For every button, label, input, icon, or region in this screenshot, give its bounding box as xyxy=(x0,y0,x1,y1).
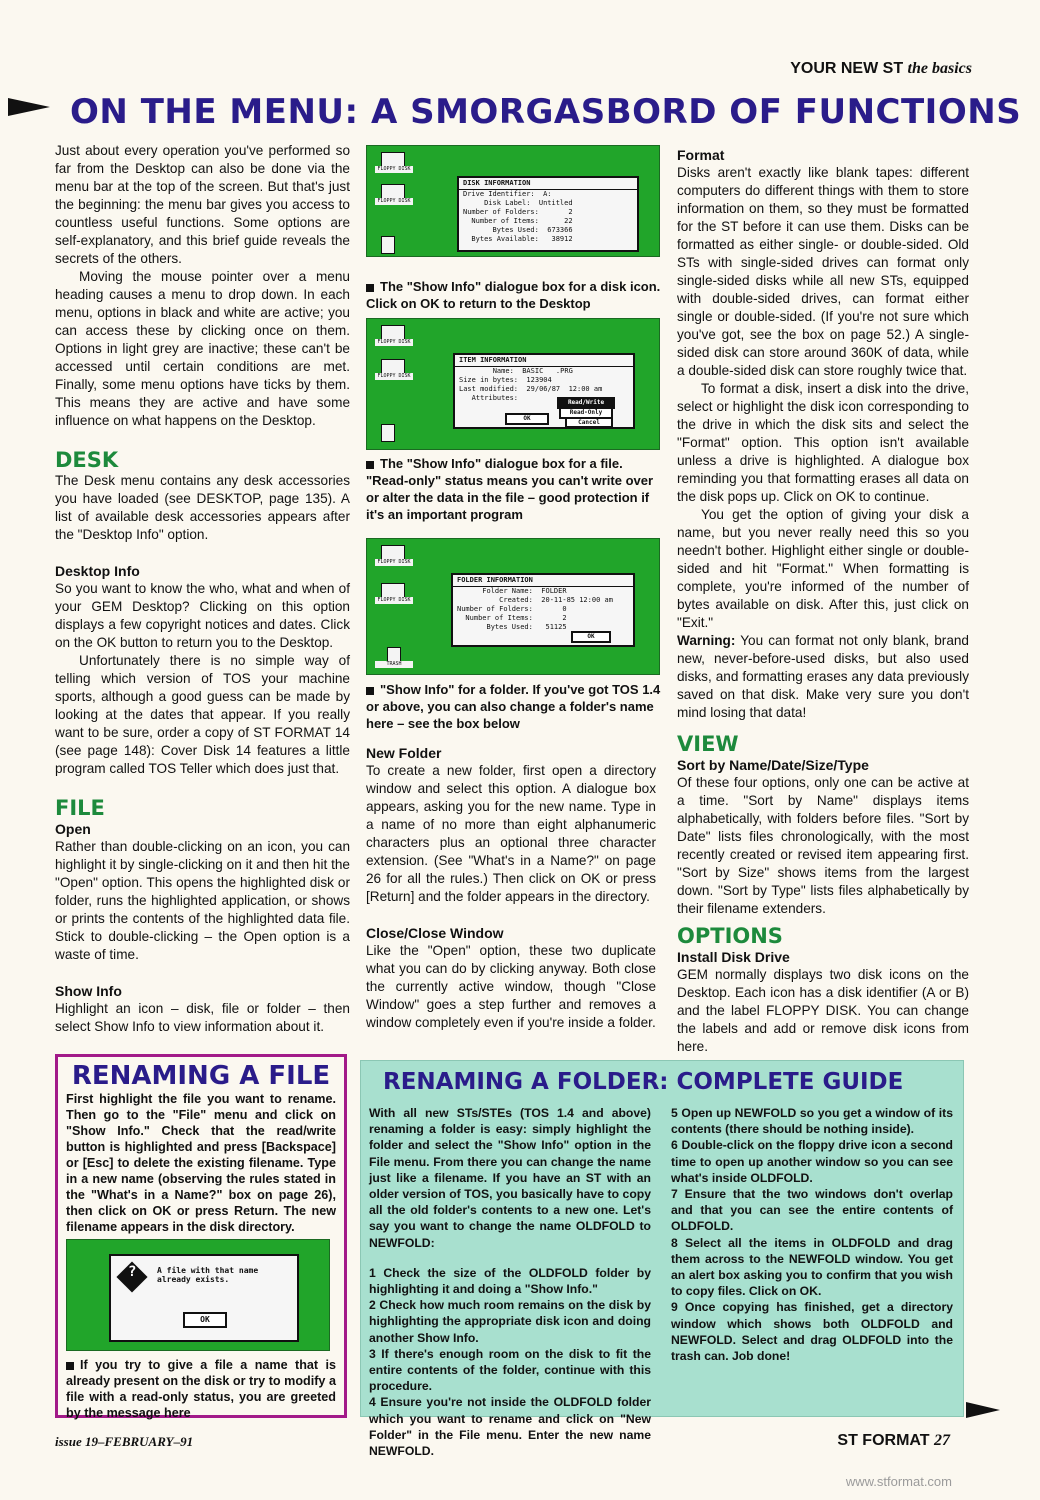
ok-button: OK xyxy=(571,631,611,643)
alert-screenshot xyxy=(66,1239,330,1351)
floppy-disk-icon: FLOPPY DISK xyxy=(375,545,413,567)
floppy-disk-icon: FLOPPY DISK xyxy=(375,359,413,381)
alert-dialog: ? A file with that name already exists. OK xyxy=(109,1254,299,1342)
desk-text: The Desk menu contains any desk accessories you have loaded (see DESKTOP, page 135). A list of available desk accessories appears after the "Desktop Info" option. xyxy=(55,473,350,542)
trash-icon xyxy=(381,236,395,254)
screenshot-caption: The "Show Info" dialogue box for a disk icon. Click on OK to return to the Desktop xyxy=(366,279,661,311)
warning-text: Warning: You can format not only blank, brand new, never-before-used disks, but also used disks, and formatting erases any data previously saved on that disk. Make very sure you don't mind losing that data! xyxy=(677,633,969,720)
screenshot-caption: "Show Info" for a folder. If you've got TOS 1.4 or above, you can also change a folder's name here – see the box below xyxy=(366,682,661,731)
page-title: ON THE MENU: A SMORGASBORD OF FUNCTIONS xyxy=(70,92,1022,132)
floppy-disk-icon: FLOPPY DISK xyxy=(375,184,413,206)
new-folder-heading: New Folder xyxy=(366,745,442,761)
box-title: RENAMING A FOLDER: COMPLETE GUIDE xyxy=(383,1069,904,1095)
desktop-info-text: So you want to know the who, what and when of your GEM Desktop? Clicking on this option displays a few copyright notices and dates. Click on the OK button to return you to the Desktop. xyxy=(55,581,350,650)
trash-icon: TRASH xyxy=(375,647,413,669)
show-info-text: Highlight an icon – disk, file or folder – then select Show Info to view information about it. xyxy=(55,1001,350,1034)
floppy-disk-icon: FLOPPY DISK xyxy=(375,152,413,174)
folder-info-dialog: FOLDER INFORMATION Folder Name: FOLDER Created: 20-11-85 12:00 am Number of Folders: 0 Number of Items: 2 Bytes Used: 51125 OK xyxy=(451,573,635,647)
sort-heading: Sort by Name/Date/Size/Type xyxy=(677,757,869,773)
format-heading: Format xyxy=(677,147,725,163)
column-2 xyxy=(366,744,656,1032)
new-folder-text: To create a new folder, first open a directory window and select this option. A dialogue box appears, asking you for the new name. Type in a name of no more than eight alphanumeric characters plus an optional three character extension. (See "What's in a Name?" on page 26 for all the rules.) Then click on OK or press [Return] and the folder appears in the directory. xyxy=(366,763,656,904)
disk-info-screenshot xyxy=(366,145,660,257)
sort-text: Of these four options, only one can be active at a time. "Sort by Name" displays items alphabetically, with folders before files. "Sort by Date" lists files chronologically, with the most recently created or revised item appearing first. "Sort by Size" shows items from the largest down. "Sort by Type" lists files alphabetically by their filename extenders. xyxy=(677,775,969,916)
format-text: To format a disk, insert a disk into the drive, select or highlight the disk icon corresponding to the drive in which the disk sits and select the "Format" option. This option isn't available unless a drive is highlighted. A dialogue box reminding you that formatting erases all data on the disk pops up. Click on OK to continue. xyxy=(677,381,969,504)
floppy-disk-icon: FLOPPY DISK xyxy=(375,583,413,605)
issue-footer: issue 19–FEBRUARY–91 xyxy=(55,1434,194,1449)
arrow-right-icon xyxy=(966,1402,1000,1418)
source-url: www.stformat.com xyxy=(845,1474,952,1489)
ok-button: OK xyxy=(183,1312,227,1328)
box-text: First highlight the file you want to rename. Then go to the "File" menu and click on "Show Info." Check that the read/write button is highlighted and press [Backspace] or [Esc] to delete the existing filename. Type in a new name (observing the rules stated in the "What's in a Name?" box on page 26), then click on OK or press Return. The new filename appears in the disk directory. xyxy=(66,1092,336,1234)
open-text: Rather than double-clicking on an icon, you can highlight it by single-clicking on it and then hit the "Open" option. This opens the highlighted disk or folder, runs the highlighted application, or shows or prints the contents of the highlighted data file. Stick to double-clicking – the Open option is a waste of time. xyxy=(55,839,350,962)
cancel-button: Cancel xyxy=(565,417,613,428)
install-heading: Install Disk Drive xyxy=(677,949,790,965)
intro-paragraph: Moving the mouse pointer over a menu heading causes a menu to drop down. In each menu, options in black and white are active; you can access these by clicking once on them. Options in light grey are inactive; these can't be accessed until certain conditions are met. Finally, some menu options have ticks by them. This means they are active and have some influence on what happens on the Desktop. xyxy=(55,269,350,428)
column-3 xyxy=(677,146,969,1056)
close-heading: Close/Close Window xyxy=(366,925,504,941)
file-heading: FILE xyxy=(55,796,105,820)
desk-heading: DESK xyxy=(55,448,119,472)
intro-paragraph: Just about every operation you've performed so far from the Desktop can also be done via the menu bar at the top of the screen. But that's just the beginning: the menu bar gives you access to countless useful functions. Some options are self-explanatory, and this brief guide reveals the secrets of the others. xyxy=(55,143,350,266)
close-text: Like the "Open" option, these two duplicate what you can do by clicking anyway. Both close the currently active window, though "Close Window" goes a step further and removes a window completely even if you're inside a folder. xyxy=(366,943,656,1030)
open-heading: Open xyxy=(55,821,91,837)
box-caption: If you try to give a file a name that is already present on the disk or try to modify a file with a read-only status, you are greeted by the message here xyxy=(66,1358,336,1420)
item-info-dialog: ITEM INFORMATION Name: BASIC .PRG Size in bytes: 123904 Last modified: 29/06/87 12:00 am Attributes: Read/Write Read-Only OK Cancel xyxy=(453,353,635,429)
show-info-heading: Show Info xyxy=(55,983,122,999)
ok-button: OK xyxy=(505,413,549,425)
folder-info-screenshot xyxy=(366,538,660,675)
view-heading: VIEW xyxy=(677,732,739,756)
format-text: You get the option of giving your disk a name, but you never really need this so you needn't bother. Highlight either single or double-sided and hit "Format." When formatting is complete, you're informed of the number of bytes available on disk. After this, just click on "Exit." xyxy=(677,507,969,630)
page-footer: ST FORMAT 27 xyxy=(837,1432,950,1449)
column-1 xyxy=(55,142,350,1036)
desktop-info-heading: Desktop Info xyxy=(55,563,140,579)
section-label: YOUR NEW ST the basics xyxy=(790,60,972,77)
floppy-disk-icon: FLOPPY DISK xyxy=(375,325,413,347)
trash-icon xyxy=(381,424,395,442)
box-column-2: 5 Open up NEWFOLD so you get a window of its contents (there should be nothing inside). 6 Double-click on the floppy drive icon a second time to open up another window so you can see what's inside OLDFOLD. 7 Ensure that the two windows don't overlap and that you can see the entire contents of OLDFOLD. 8 Select all the items in OLDFOLD and drag them across to the NEWFOLD window. You get an alert box asking you to confirm that you wish to copy files. Click on OK. 9 Once copying has finished, get a directory window which shows both OLDFOLD and NEWFOLD. Select and drag OLDFOLD into the trash can. Job done! xyxy=(671,1106,953,1364)
disk-info-dialog: DISK INFORMATION Drive Identifier: A: Disk Label: Untitled Number of Folders: 2 Number of Items: 22 Bytes Used: 673366 Bytes Available: 38912 xyxy=(457,176,639,252)
renaming-file-box xyxy=(55,1054,347,1418)
desktop-info-text: Unfortunately there is no simple way of telling which version of TOS your machine sports, although a good guess can be made by looking at the dates that appear. If you really want to be sure, order a copy of ST FORMAT 14 (see page 148): Cover Disk 14 features a little program called TOS Teller which does just that. xyxy=(55,653,350,776)
format-text: Disks aren't exactly like blank tapes: different computers do different things with them to store information on them, so they must be formatted for the ST before it can use them. Disks can be formatted as either single- or double-sided. Old STs with single-sided drives can format only single-sided disks while all new STs, equipped with double-sided drives, can format either single or double-sided. (If you're not sure which you've got, see the box on page 52.) A single-sided disk can store around 360K of data, while a double-sided disk can store roughly twice that. xyxy=(677,165,969,378)
options-heading: OPTIONS xyxy=(677,924,783,948)
item-info-screenshot xyxy=(366,318,660,450)
read-only-button: Read-Only xyxy=(559,407,613,419)
screenshot-caption: The "Show Info" dialogue box for a file. "Read-only" status means you can't write over or alter the data in the file – good protection if it's an important program xyxy=(366,456,654,522)
read-write-button: Read/Write xyxy=(557,397,615,409)
box-title: RENAMING A FILE xyxy=(71,1061,331,1091)
arrow-left-icon xyxy=(8,98,50,116)
install-text: GEM normally displays two disk icons on the Desktop. Each icon has a disk identifier (A or B) and the label FLOPPY DISK. You can change the labels and add or remove disk icons from here. xyxy=(677,967,969,1054)
box-column-1: With all new STs/STEs (TOS 1.4 and above) renaming a folder is easy: simply highlight the folder and select the "Show Info" option in the File menu. From there you can change the name just like a filename. If you have an ST with an older version of TOS, you basically have to copy all the old folder's contents to a new one. Let's say you want to change the name OLDFOLD to NEWFOLD: 1 Check the size of the OLDFOLD folder by highlighting it and doing a "Show Info." 2 Check how much room remains on the disk by highlighting the appropriate disk icon and doing another Show Info. 3 If there's enough room on the disk to fit the entire contents of the folder, continue with this procedure. 4 Ensure you're not inside the OLDFOLD folder which you want to rename and click on "New Folder" in the File menu. Enter the new name NEWFOLD. xyxy=(369,1106,651,1459)
